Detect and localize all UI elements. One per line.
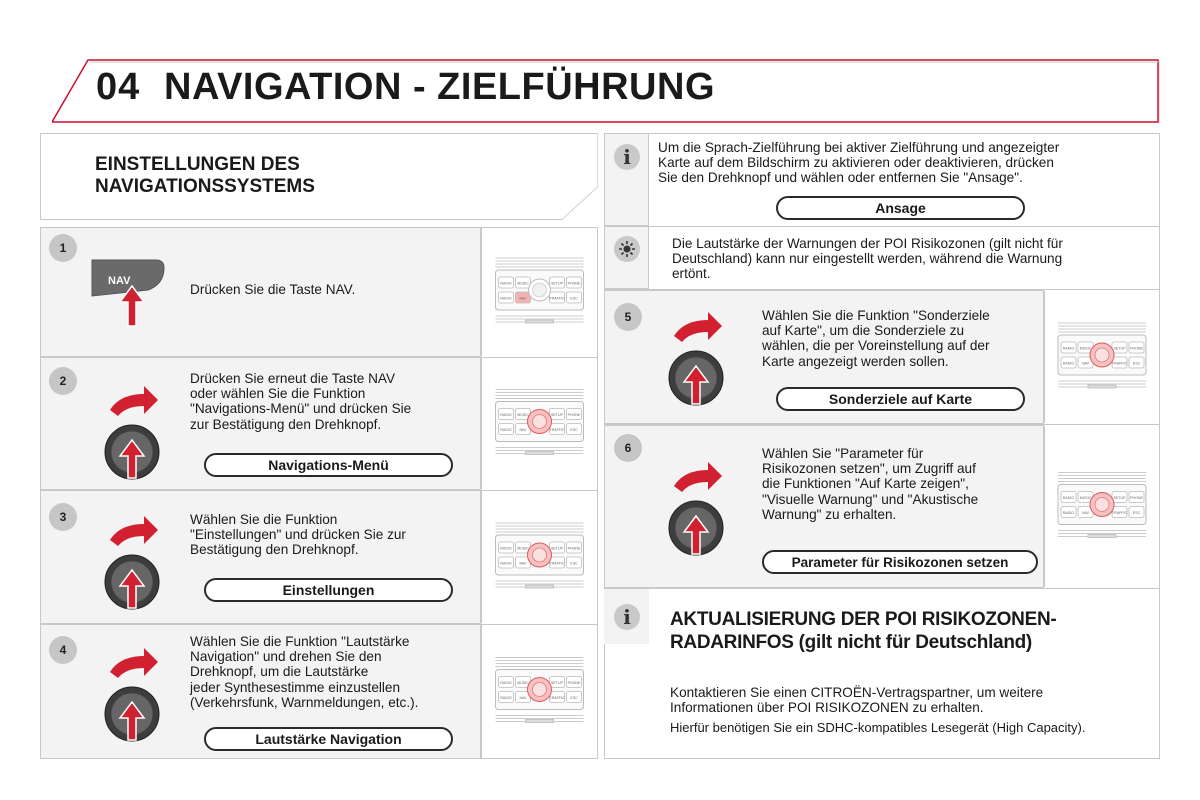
svg-text:RADIO: RADIO: [500, 413, 512, 417]
svg-text:RADIO: RADIO: [500, 681, 512, 685]
update-title-line-2: RADARINFOS (gilt nicht für Deutschland): [670, 632, 1032, 653]
svg-text:NAV: NAV: [519, 696, 527, 700]
svg-text:RADIO: RADIO: [500, 546, 512, 551]
sun-icon: [614, 236, 640, 262]
update-note: Hierfür benötigen Sie ein SDHC-kompatibles Lesegerät (High Capacity).: [670, 720, 1086, 735]
ansage-button[interactable]: Ansage: [776, 196, 1025, 220]
text-line: oder wählen Sie die Funktion: [190, 386, 366, 402]
info-1-text: [658, 140, 1059, 186]
text-line: Wählen Sie die Funktion: [190, 512, 338, 527]
svg-text:ESC: ESC: [570, 296, 578, 301]
nav-key-label: NAV: [108, 275, 131, 287]
text-line: Wählen Sie die Funktion "Lautstärke: [190, 634, 410, 649]
step-1-text: [190, 282, 355, 297]
svg-text:RADIO: RADIO: [1062, 346, 1075, 351]
svg-text:SETUP: SETUP: [1113, 496, 1126, 500]
text-line: Um die Sprach-Zielführung bei aktiver Zielführung und angezeigter: [658, 140, 1060, 155]
rotary-knob-figure: [100, 642, 170, 742]
text-line: Kontaktieren Sie einen CITROËN-Vertragspartner, um weitere: [670, 685, 1044, 700]
step-number-3: 3: [49, 503, 77, 531]
console-figure: [1044, 426, 1159, 587]
svg-text:PHONE: PHONE: [567, 546, 581, 551]
text-line: Bestätigung den Drehknopf.: [190, 542, 359, 558]
text-line: Drücken Sie die Taste NAV.: [190, 282, 356, 297]
text-line: Informationen über POI RISIKOZONEN zu erhalten.: [670, 700, 984, 716]
radio-console-drawing: [482, 358, 597, 489]
console-figure: [481, 358, 597, 489]
update-text: [670, 685, 1043, 715]
text-line: "Navigations-Menü" und drücken Sie: [190, 401, 412, 417]
svg-text:PHONE: PHONE: [1130, 496, 1143, 500]
svg-text:NAV: NAV: [1081, 361, 1090, 366]
text-line: Warnung" zu erhalten.: [762, 506, 897, 522]
section-title-line-2: NAVIGATIONSSYSTEMS: [95, 176, 315, 197]
step-number-5: 5: [614, 303, 642, 331]
text-line: Drücken Sie erneut die Taste NAV: [190, 371, 396, 386]
svg-text:RADIO: RADIO: [1062, 496, 1075, 500]
text-line: Wählen Sie "Parameter für: [762, 446, 924, 461]
svg-text:RADIO: RADIO: [1062, 361, 1075, 366]
svg-text:RADIO: RADIO: [1062, 511, 1075, 515]
svg-text:SETUP: SETUP: [1113, 346, 1126, 351]
text-line: Sie den Drehknopf und wählen oder entfernen Sie "Ansage".: [658, 170, 1023, 186]
svg-text:TRAFFIC: TRAFFIC: [549, 696, 565, 700]
text-line: Drehknopf, um die Lautstärke: [190, 664, 369, 680]
text-line: die Funktionen "Auf Karte zeigen",: [762, 476, 969, 492]
text-line: jeder Synthesestimme einzustellen: [190, 679, 401, 695]
svg-text:MUSIC: MUSIC: [517, 546, 529, 551]
section-title-line-1: EINSTELLUNGEN DES: [95, 154, 300, 175]
radio-console-drawing: [482, 491, 597, 623]
svg-text:TRAFFIC: TRAFFIC: [549, 296, 565, 301]
text-line: Navigation" und drehen Sie den: [190, 649, 382, 665]
svg-text:MUSIC: MUSIC: [1079, 496, 1092, 500]
rotary-knob-figure: [100, 510, 170, 610]
svg-text:RADIO: RADIO: [500, 428, 512, 432]
left-title-panel: [40, 133, 598, 220]
step-number-4: 4: [49, 636, 77, 664]
text-line: Karte auf dem Bildschirm zu aktivieren oder deaktivieren, drücken: [658, 155, 1054, 171]
step-3-text: [190, 512, 406, 558]
text-line: "Visuelle Warnung" und "Akustische: [762, 491, 979, 507]
svg-text:ESC: ESC: [1132, 361, 1141, 366]
rotary-knob-figure: [100, 380, 170, 480]
svg-text:PHONE: PHONE: [1130, 346, 1143, 351]
section-title: [95, 154, 315, 198]
update-title: [670, 608, 1056, 654]
console-figure: [481, 625, 597, 758]
row-divider: [604, 588, 1160, 589]
svg-text:RADIO: RADIO: [500, 281, 512, 286]
svg-text:NAV: NAV: [1081, 511, 1090, 515]
svg-text:ESC: ESC: [1132, 511, 1141, 515]
chapter-number: 04: [96, 66, 141, 108]
svg-text:TRAFFIC: TRAFFIC: [549, 428, 565, 432]
svg-text:NAV: NAV: [519, 428, 527, 432]
row-divider: [604, 226, 1160, 227]
info-2-text: [672, 236, 1063, 282]
chapter-header: [52, 58, 1160, 128]
svg-text:SETUP: SETUP: [551, 546, 563, 551]
info-icon: i: [614, 144, 640, 170]
step-4-text: [190, 634, 418, 710]
svg-text:ESC: ESC: [570, 696, 578, 700]
svg-text:ESC: ESC: [570, 561, 578, 566]
svg-text:MUSIC: MUSIC: [517, 681, 529, 685]
console-figure: [481, 491, 597, 623]
svg-text:NAV: NAV: [519, 296, 527, 301]
svg-text:MUSIC: MUSIC: [517, 413, 529, 417]
text-line: "Einstellungen" und drücken Sie zur: [190, 527, 406, 543]
svg-text:TRAFFIC: TRAFFIC: [549, 561, 565, 566]
svg-text:SETUP: SETUP: [551, 281, 563, 286]
radio-console-drawing: [482, 228, 597, 356]
step-6-text: [762, 446, 978, 522]
text-line: Karte angezeigt werden sollen.: [762, 353, 949, 369]
text-line: Risikozonen setzen", um Zugriff auf: [762, 461, 976, 477]
step-2-text: [190, 371, 411, 432]
svg-text:TRAFFIC: TRAFFIC: [1111, 511, 1128, 515]
text-line: Deutschland) kann nur eingestellt werden, während die Warnung: [672, 251, 1063, 267]
nav-key-figure: [88, 256, 178, 328]
svg-text:TRAFFIC: TRAFFIC: [1111, 361, 1128, 366]
text-line: (Verkehrsfunk, Warnmeldungen, etc.).: [190, 694, 419, 710]
update-title-line-1: AKTUALISIERUNG DER POI RISIKOZONEN-: [670, 609, 1057, 630]
radio-console-drawing: [482, 625, 597, 758]
sonderziele-auf-karte-button[interactable]: Sonderziele auf Karte: [776, 387, 1025, 411]
svg-text:RADIO: RADIO: [500, 696, 512, 700]
svg-text:MUSIC: MUSIC: [517, 281, 529, 286]
console-figure: [481, 228, 597, 356]
text-line: zur Bestätigung den Drehknopf.: [190, 416, 382, 432]
einstellungen-button[interactable]: Einstellungen: [204, 578, 453, 602]
svg-text:PHONE: PHONE: [567, 281, 581, 286]
svg-text:RADIO: RADIO: [500, 561, 512, 566]
svg-text:ESC: ESC: [570, 428, 578, 432]
step-number-1: 1: [49, 234, 77, 262]
text-line: auf Karte", um die Sonderziele zu: [762, 323, 965, 339]
svg-text:NAV: NAV: [519, 561, 527, 566]
step-number-6: 6: [614, 434, 642, 462]
text-line: Die Lautstärke der Warnungen der POI Risikozonen (gilt nicht für: [672, 236, 1063, 251]
svg-text:PHONE: PHONE: [567, 681, 581, 685]
svg-text:MUSIC: MUSIC: [1079, 346, 1092, 351]
page-title: NAVIGATION - ZIELFÜHRUNG: [164, 66, 715, 108]
info-icon: i: [614, 604, 640, 630]
radio-console-drawing: [1045, 426, 1159, 587]
text-line: ertönt.: [672, 266, 711, 282]
text-line: Wählen Sie die Funktion "Sonderziele: [762, 308, 990, 323]
step-number-2: 2: [49, 367, 77, 395]
svg-text:SETUP: SETUP: [551, 681, 563, 685]
console-figure: [1044, 291, 1159, 423]
radio-console-drawing: [1045, 291, 1159, 423]
rotary-knob-figure: [664, 456, 734, 556]
step-5-text: [762, 308, 990, 369]
parameter-risikozonen-button[interactable]: Parameter für Risikozonen setzen: [762, 550, 1038, 574]
svg-text:RADIO: RADIO: [500, 296, 512, 301]
text-line: wählen, die per Voreinstellung auf der: [762, 338, 990, 354]
lautstaerke-navigation-button[interactable]: Lautstärke Navigation: [204, 727, 453, 751]
svg-text:PHONE: PHONE: [567, 413, 581, 417]
svg-text:SETUP: SETUP: [551, 413, 563, 417]
navigations-menu-button[interactable]: Navigations-Menü: [204, 453, 453, 477]
rotary-knob-figure: [664, 306, 734, 406]
